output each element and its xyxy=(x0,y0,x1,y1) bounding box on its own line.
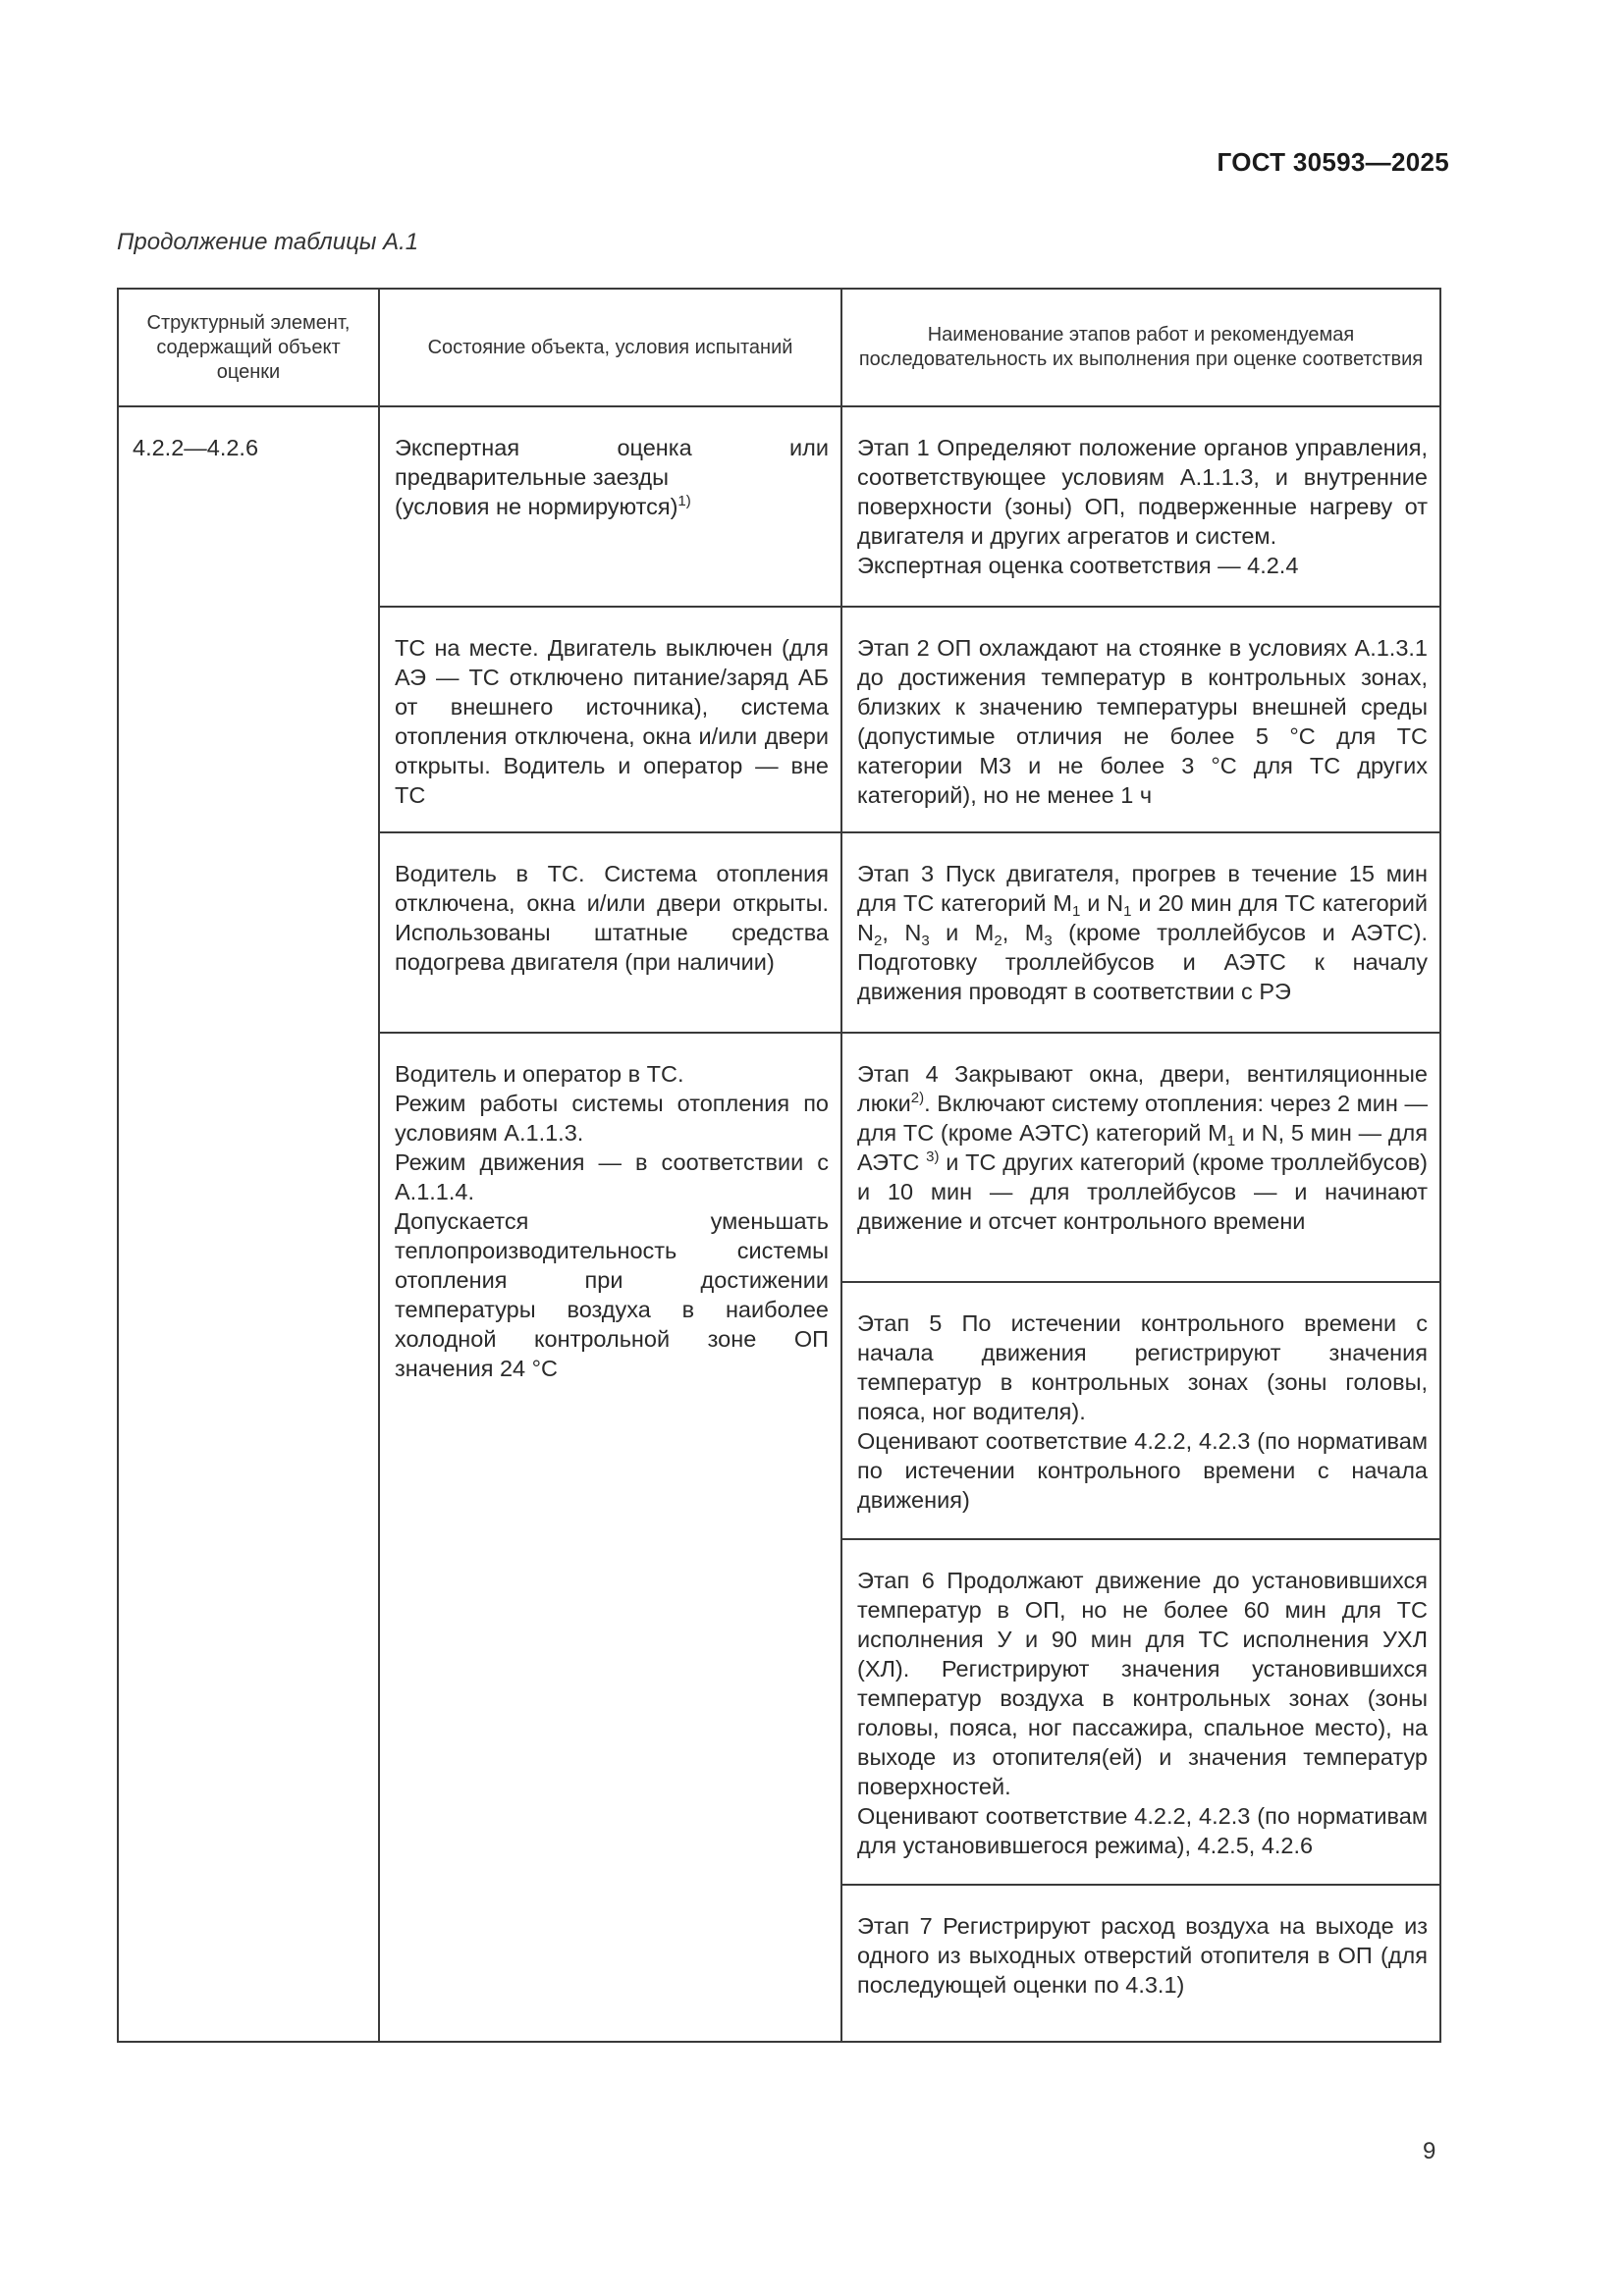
condition-cell-3: Водитель в ТС. Система отопления отключена, окна и/или двери открыты. Использованы штатные средства подогрева двигателя (при наличии) xyxy=(379,832,841,1033)
footnote-ref: 3) xyxy=(926,1148,940,1165)
footnote-ref: 2) xyxy=(910,1090,925,1106)
condition-1-note: (условия не нормируются)$^{1)}$ xyxy=(395,493,691,519)
column-header-condition: Состояние объекта, условия испытаний xyxy=(379,289,841,406)
stage-cell-3: Этап 3 Пуск двигателя, прогрев в течение 15 мин для ТС категорий $М_1$ и $N_1$ и 20 мин для ТС категорий $N_2$, $N_3$ и $М_2$, $М_3$ (кроме троллейбусов и АЭТС). Подготовку троллейбусов и АЭТС к началу движения проводят в соответствии с РЭ xyxy=(841,832,1440,1033)
condition-cell-4: Водитель и оператор в ТС. Режим работы системы отопления по условиям А.1.1.3. Режим движения — в соответствии с А.1.1.4. Допускается уменьшать теплопроизводительность системы отопления при достижении температуры воздуха в наиболее холодной контрольной зоне ОП значения 24 °С xyxy=(379,1033,841,2042)
assessment-table xyxy=(117,288,1441,2043)
stage-cell-4: Этап 4 Закрывают окна, двери, вентиляционные люки$^{2)}$. Включают систему отопления: через 2 мин — для ТС (кроме АЭТС) категорий $М_1$ и N, 5 мин — для АЭТС $^{3)}$ и ТС других категорий (кроме троллейбусов) и 10 мин — для троллейбусов — и начинают движение и отсчет контрольного времени xyxy=(841,1033,1440,1282)
table-header-row xyxy=(118,289,1440,406)
page-number: 9 xyxy=(1423,2138,1436,2164)
table-row xyxy=(118,406,1440,607)
stage-cell-7: Этап 7 Регистрируют расход воздуха на выходе из одного из выходных отверстий отопителя в ОП (для последующей оценки по 4.3.1) xyxy=(841,1885,1440,2042)
table-caption: Продолжение таблицы А.1 xyxy=(117,229,419,255)
stage-cell-5: Этап 5 По истечении контрольного времени с начала движения регистрируют значения температур в контрольных зонах (зоны головы, пояса, ног водителя). Оценивают соответствие 4.2.2, 4.2.3 (по нормативам по истечении контрольного времени с начала движения) xyxy=(841,1282,1440,1539)
column-header-stages: Наименование этапов работ и рекомендуемая последовательность их выполнения при оценке соответствия xyxy=(841,289,1440,406)
footnote-ref: 1) xyxy=(677,493,691,509)
stage-cell-6: Этап 6 Продолжают движение до установившихся температур в ОП, но не более 60 мин для ТС исполнения У и 90 мин для ТС исполнения УХЛ (ХЛ). Регистрируют значения установившихся температур воздуха в контрольных зонах (зоны головы, пояса, ног пассажира, спальное место), на выходе из отопителя(ей) и значения температур поверхностей. Оценивают соответствие 4.2.2, 4.2.3 (по нормативам для установившегося режима), 4.2.5, 4.2.6 xyxy=(841,1539,1440,1885)
structural-element-cell: 4.2.2—4.2.6 xyxy=(118,406,379,2042)
column-header-element: Структурный элемент, содержащий объект оценки xyxy=(118,289,379,406)
stage-cell-1: Этап 1 Определяют положение органов управления, соответствующее условиям А.1.1.3, и внутренние поверхности (зоны) ОП, подверженные нагреву от двигателя и других агрегатов и систем. Экспертная оценка соответствия — 4.2.4 xyxy=(841,406,1440,607)
condition-cell-2: ТС на месте. Двигатель выключен (для АЭ — ТС отключено питание/заряд АБ от внешнего источника), система отопления отключена, окна и/или двери открыты. Водитель и оператор — вне ТС xyxy=(379,607,841,832)
document-code: ГОСТ 30593—2025 xyxy=(1217,147,1449,177)
stage-cell-2: Этап 2 ОП охлаждают на стоянке в условиях А.1.3.1 до достижения температур в контрольных зонах, близких к значению температуры внешней среды (допустимые отличия не более 5 °С для ТС категории М3 и не более 3 °С для ТС других категорий), но не менее 1 ч xyxy=(841,607,1440,832)
condition-cell-1 xyxy=(379,406,841,607)
condition-1-text: Экспертная оценка или предварительные заезды xyxy=(395,435,829,490)
